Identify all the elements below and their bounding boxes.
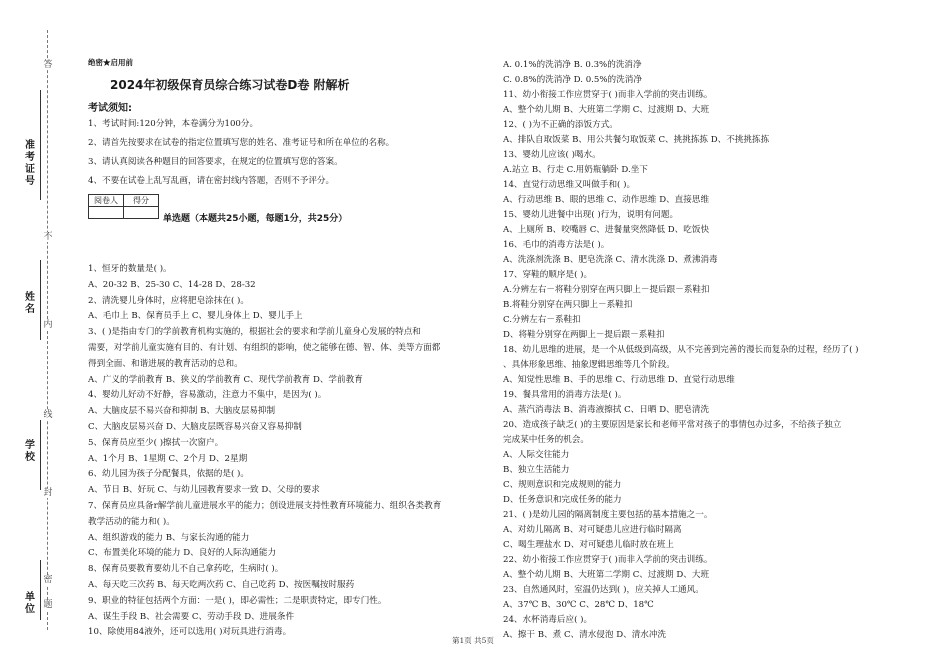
question-line: 12、( )为不正确的添饭方式。	[503, 120, 618, 130]
question-line: B.将鞋分别穿在两只脚上－系鞋扣	[503, 300, 633, 310]
notice-item: 4、不要在试卷上乱写乱画，请在密封线内答题，否则不予评分。	[88, 176, 335, 186]
secret-label: 绝密★启用前	[88, 58, 133, 67]
name-blank[interactable]	[40, 260, 41, 340]
question-line: A、广义的学前教育 B、狭义的学前教育 C、现代学前教育 D、学前教育	[88, 374, 363, 385]
question-line: 24、水杯消毒后应( )。	[503, 615, 593, 625]
question-line: 21、( )是幼儿园的隔离制度主要包括的基本措施之一。	[503, 510, 713, 520]
question-line: 8、保育员要教育要幼儿不自己拿药吃，生病时( )。	[88, 564, 284, 575]
grader-cell[interactable]	[89, 207, 124, 219]
notice-heading: 考试须知:	[88, 103, 132, 114]
question-line: 5、保育员应至少( )擦拭一次窗户。	[88, 437, 224, 448]
question-line: 17、穿鞋的顺序是( )。	[503, 270, 593, 280]
question-line: C.分辨左右－系鞋扣	[503, 315, 581, 325]
seal-mark: 答	[43, 60, 53, 70]
binding-strip	[0, 0, 75, 671]
question-line: A、擦干 B、煮 C、清水侵泡 D、清水冲洗	[503, 630, 667, 640]
unit-label: 单位	[25, 592, 35, 615]
question-line: 、具体形象思维、抽象逻辑思维等几个阶段。	[503, 360, 675, 370]
seal-line	[47, 30, 48, 630]
question-line: A、行动思维 B、眼的思维 C、动作思维 D、直接思维	[503, 195, 710, 205]
question-line: 完成某中任务的机会。	[503, 435, 589, 445]
question-line: 教学活动的能力和( )。	[88, 516, 175, 527]
question-line: A、排队自取饭菜 B、用公共餐匀取饭菜 C、挑挑拣拣 D、不挑挑拣拣	[503, 135, 770, 145]
question-line: A、蒸汽消毒法 B、消毒液擦拭 C、日晒 D、肥皂清洗	[503, 405, 710, 415]
exam-number-label: 准考证号	[25, 140, 35, 187]
question-line: 6、幼儿园为孩子分配餐具，依据的是( )。	[88, 469, 249, 480]
question-line: C、喝生理盐水 D、对可疑患儿临时放在班上	[503, 540, 674, 550]
question-line: A、37℃ B、30℃ C、28℃ D、18℃	[503, 600, 654, 610]
question-line: C、大脑皮层易兴奋 D、大脑皮层既容易兴奋又容易抑制	[88, 422, 302, 432]
question-line: 16、毛巾的消毒方法是( )。	[503, 240, 610, 250]
question-line: A、大脑皮层不易兴奋和抑制 B、大脑皮层易抑制	[88, 406, 276, 417]
school-blank[interactable]	[40, 420, 41, 490]
notice-item: 1、考试时间:120分钟，本卷满分为100分。	[88, 119, 259, 129]
question-line: A、上厕所 B、咬嘴唇 C、进餐量突然降低 D、吃饭快	[503, 225, 710, 235]
question-line: 4、婴幼儿好动不好静，容易激动，注意力不集中，是因为( )。	[88, 390, 327, 401]
notice-item: 3、请认真阅读各种题目的回答要求，在规定的位置填写您的答案。	[88, 157, 343, 167]
seal-mark: 不	[43, 232, 53, 242]
question-line: 23、自然通风时，室温仍达到( )，应关掉人工通风。	[503, 585, 704, 595]
score-cell[interactable]	[124, 207, 159, 219]
seal-mark: 密	[43, 575, 53, 585]
question-line: C、布置美化环境的能力 D、良好的人际沟通能力	[88, 548, 277, 559]
question-line: A、洗涤剂洗涤 B、肥皂洗涤 C、清水洗涤 D、煮沸消毒	[503, 255, 718, 265]
question-line: 13、婴幼儿应该( )喝水。	[503, 150, 601, 160]
seal-mark: 题	[43, 600, 53, 610]
score-table	[88, 194, 159, 219]
section-heading: 单选题（本题共25小题，每题1分，共25分）	[163, 214, 348, 224]
question-line: 得到全面、和谐进展的教育活动的总和。	[88, 358, 243, 369]
page-footer: 第1页 共5页	[452, 636, 494, 645]
name-label: 姓名	[25, 292, 35, 315]
school-label: 学校	[25, 440, 35, 463]
question-line: A.站立 B、行走 C.用奶瓶躺卧 D.坐下	[503, 165, 648, 175]
question-line: 20、造成孩子缺乏( )的主要原因是家长和老师平常对孩子的事情包办过多，不给孩子独立	[503, 420, 842, 430]
question-line: A、对幼儿隔离 B、对可疑患儿应进行临时隔离	[503, 525, 682, 535]
page-title: 2024年初级保育员综合练习试卷D卷 附解析	[110, 78, 350, 92]
question-line: A、知觉性思维 B、手的思维 C、行动思维 D、直觉行动思维	[503, 375, 735, 385]
question-line: 10、除使用84液外，还可以选用( )对玩具进行消毒。	[88, 627, 292, 638]
question-line: D、任务意识和完成任务的能力	[503, 495, 622, 505]
seal-mark: 线	[43, 410, 53, 420]
seal-mark: 封	[43, 488, 53, 498]
question-line: C. 0.8%的洗消净 D. 0.5%的洗消净	[503, 75, 642, 85]
question-line: 14、直觉行动思维又叫做手和( )。	[503, 180, 636, 190]
question-line: A、20-32 B、25-30 C、14-28 D、28-32	[88, 279, 256, 290]
grader-header: 阅卷人	[89, 195, 124, 207]
question-line: 9、职业的特征包括两个方面：一是( )，即必需性；二是职责特定，即专门性。	[88, 595, 387, 606]
question-line: 15、婴幼儿进餐中出现( )行为，说明有问题。	[503, 210, 679, 220]
question-line: 2、清洗婴儿身体时，应将肥皂涂抹在( )。	[88, 295, 249, 306]
question-line: A、节日 B、好玩 C、与幼儿园教育要求一致 D、父母的要求	[88, 485, 320, 496]
question-line: 18、幼儿思维的进展，是一个从低级到高级，从不完善到完善的漫长而复杂的过程，经历了( )	[503, 345, 859, 355]
question-line: 11、幼小衔接工作应贯穿于( )而非入学前的突击训练。	[503, 90, 713, 100]
question-line: C、规则意识和完成规则的能力	[503, 480, 622, 490]
question-line: 22、幼小衔接工作应贯穿于( )而非入学前的突击训练。	[503, 555, 713, 565]
question-line: 19、餐具常用的消毒方法是( )。	[503, 390, 627, 400]
question-line: A、毛巾上 B、保育员手上 C、婴儿身体上 D、婴儿手上	[88, 311, 303, 322]
question-line: A.分辨左右－将鞋分别穿在两只脚上－提后跟－系鞋扣	[503, 285, 710, 295]
question-line: 需要，对学前儿童实施有目的、有计划、有组织的影响，使之能够在德、智、体、美等方面都	[88, 343, 441, 353]
question-line: A、每天吃三次药 B、每天吃两次药 C、自己吃药 D、按医嘱按时服药	[88, 580, 355, 590]
notice-item: 2、请首先按要求在试卷的指定位置填写您的姓名、准考证号和所在单位的名称。	[88, 138, 395, 148]
question-line: D、将鞋分别穿在两脚上－提后跟－系鞋扣	[503, 330, 665, 340]
exam-number-blank[interactable]	[40, 90, 41, 200]
question-line: A、谋生手段 B、社会需要 C、劳动手段 D、进展条件	[88, 611, 295, 622]
question-line: A. 0.1%的洗消净 B. 0.3%的洗消净	[503, 60, 642, 70]
score-header: 得分	[124, 195, 159, 207]
question-line: A、人际交往能力	[503, 450, 570, 460]
unit-blank[interactable]	[40, 560, 41, 620]
question-line: 7、保育员应具备r解学前儿童进展水平的能力；创设进展支持性教育环境能力、组织各类教育	[88, 501, 442, 511]
seal-mark: 内	[43, 320, 53, 330]
question-line: A、整个幼儿期 B、大班第二学期 C、过渡期 D、大班	[503, 105, 710, 115]
question-line: 1、恒牙的数量是( )。	[88, 264, 172, 274]
question-line: A、1个月 B、1星期 C、2个月 D、2星期	[88, 453, 248, 464]
question-line: B、独立生活能力	[503, 465, 570, 475]
question-line: A、组织游戏的能力 B、与家长沟通的能力	[88, 532, 250, 543]
question-line: 3、( )是指由专门的学前教育机构实施的，根据社会的要求和学前儿童身心发展的特点和	[88, 327, 421, 338]
question-line: A、整个幼儿期 B、大班第二学期 C、过渡期 D、大班	[503, 570, 710, 580]
